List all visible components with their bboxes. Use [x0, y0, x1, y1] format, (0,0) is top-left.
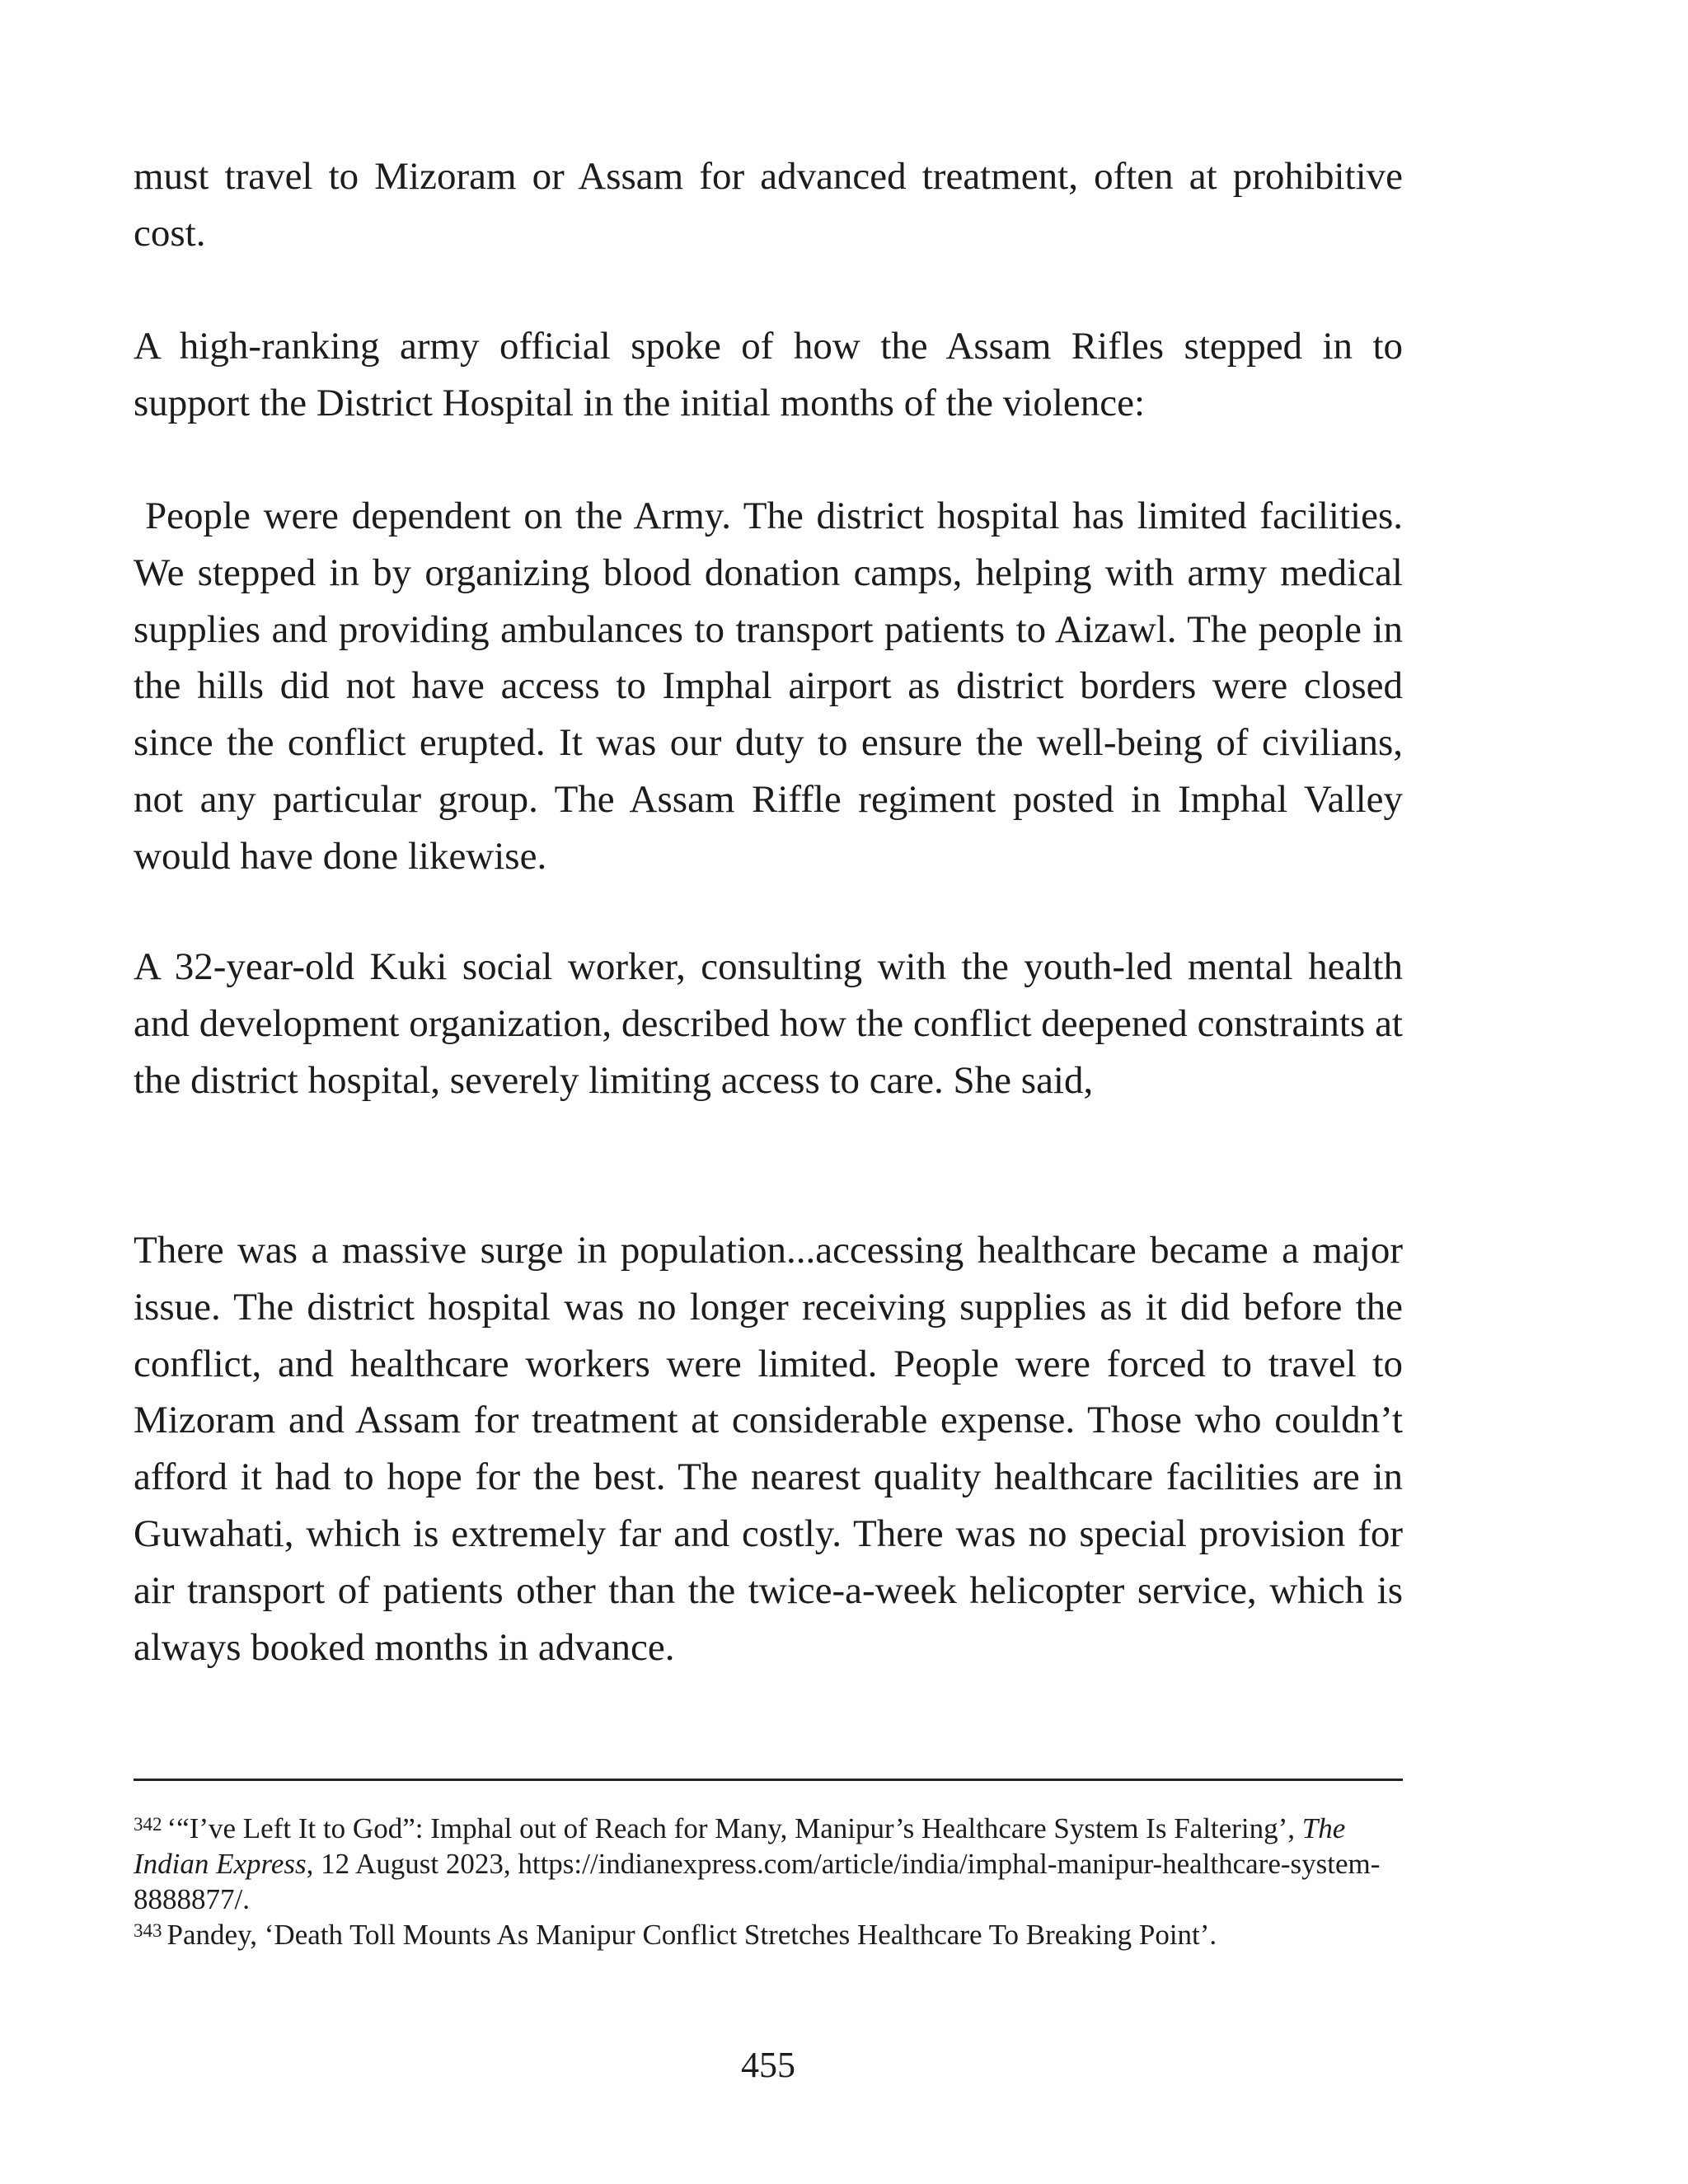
paragraph-army-official-intro: A high-ranking army official spoke of how the Assam Rifles stepped in to support the District Hospital in the initial months of the violence: [134, 325, 1403, 424]
footnote-342-source: The Indian Express [134, 1812, 1346, 1880]
block-quote-army-official: People were dependent on the Army. The district hospital has limited facilities. We stepped in by organizing blood donation camps, helping with army medical supplies and providing ambulances to transport patients to Aizawl. The people in the hills did not have access to Imphal airport as district borders were closed since the conflict erupted. It was our duty to ensure the well-being of civilians, not any particular group. The Assam Riffle regiment posted in Imphal Valley would have done likewise. [134, 494, 1403, 878]
footnote-342-text-after: , 12 August 2023, https://indianexpress.com/article/india/imphal-manipur-healthcare-system-8888877/. [134, 1848, 1381, 1915]
footnote-divider [134, 1779, 1403, 1781]
paragraph-social-worker-intro: A 32-year-old Kuki social worker, consulting with the youth-led mental health and development organization, described how the conflict deepened constraints at the district hospital, severely limiting access to care. She said, [134, 945, 1403, 1102]
footnote-343-text: Pandey, ‘Death Toll Mounts As Manipur Conflict Stretches Healthcare To Breaking Point’. [166, 1919, 1217, 1951]
footnote-343 [134, 1913, 1403, 1952]
footnote-343-number: 343 [134, 1920, 162, 1941]
paragraph-continuation: must travel to Mizoram or Assam for advanced treatment, often at prohibitive cost. [134, 155, 1403, 255]
page-number: 455 [741, 2045, 795, 2085]
footnote-342 [134, 1807, 1403, 1917]
block-quote-social-worker: There was a massive surge in population...accessing healthcare became a major issue. The district hospital was no longer receiving supplies as it did before the conflict, and healthcare workers were limited. People were forced to travel to Mizoram and Assam for treatment at considerable expense. Those who couldn’t afford it had to hope for the best. The nearest quality healthcare facilities are in Guwahati, which is extremely far and costly. There was no special provision for air transport of patients other than the twice-a-week helicopter service, which is always booked months in advance. [134, 1229, 1403, 1669]
footnote-342-text-before: ‘“I’ve Left It to God”: Imphal out of Reach for Many, Manipur’s Healthcare System Is Faltering’, [166, 1812, 1302, 1844]
footnote-342-number: 342 [134, 1814, 162, 1835]
